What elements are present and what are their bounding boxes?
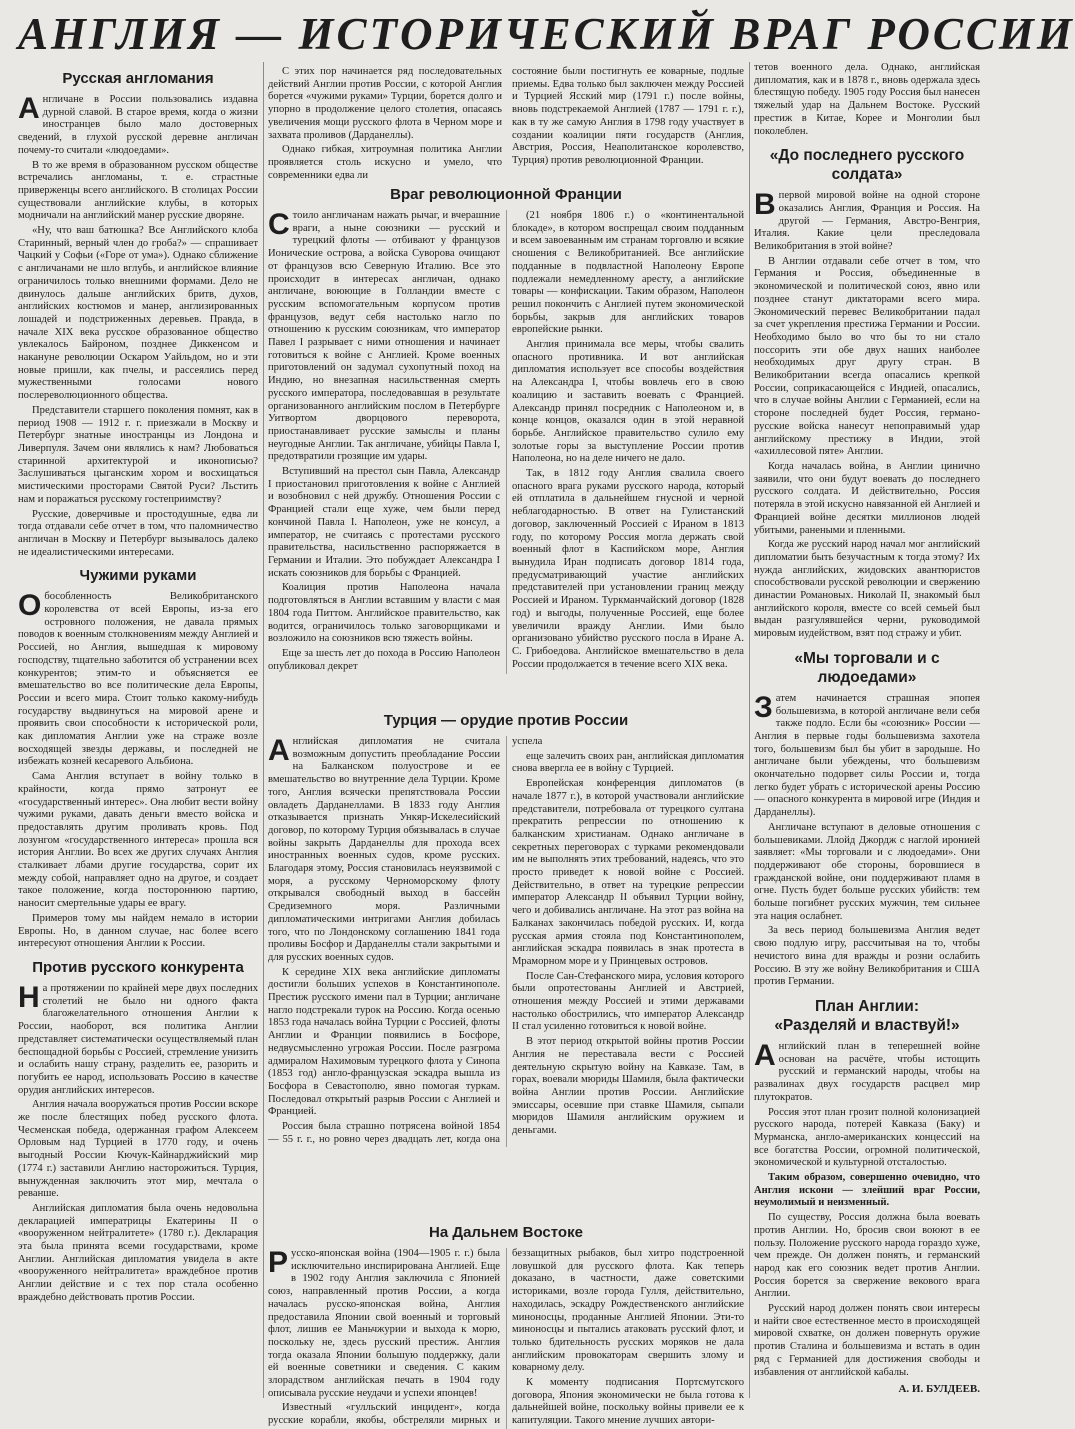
article-paragraph: Еще за шесть лет до похода в Россию Наполеон опубликовал декрет [268, 647, 500, 672]
article-paragraph: Когда же русский народ начал мог английский дипломатии быть безучастным к тогда этому? Их нужда английских, жидовских авантюристов способствовали русской революции и свержению династии Романовых. Николай II, знакомый был английского короля, вместе со всей семьей был выдан разгулявшейся черни, руководимой мировым иудейством, взят под стражу и убит. [754, 539, 980, 640]
article-paragraph: Стоило англичанам нажать рычаг, и вчерашние враги, а ныне союзники — русский и турецкий флоты — отбивают у французов Ионические острова, а войска Суворова очищают от французов всю Северную Италию. Все это происходит в интересах англичан, однако англичане, воюющие в Голландии вместе с русским вспомогательным корпусом против французов, ведут себя настолько нагло по отношению к русским союзникам, что император Павел I разрывает с ними отношения и начинает готовиться к войне с Англией. Кроме военных приготовлений он задумал сухопутный поход на Индию, но внезапная насильственная смерть русского императора, последовавшая в результате организованного английским послом в Петербурге Уитвортом дворцового переворота, приостанавливает русские замыслы и планы неугодные Англии. Так англичане, убийцы Павла I, предотвратили грозящие им удары. [268, 208, 500, 463]
newspaper-page [18, 9, 1075, 1427]
drop-cap: З [754, 690, 773, 724]
article-paragraph: К моменту подписания Портсмутского договора, Япония экономически не была готова к дальнейшей войне, поскольку войны привели ее к капитуляции. Такого мнение лучших автори- [512, 1377, 744, 1427]
article-paragraph: В то же время в образованном русском обществе встречались англоманы, т. е. страстные приверженцы всего английского. В столицах России существовали английские клубы, в которых модничали на английский манер русские дворяне. [18, 159, 258, 222]
author-signature: А. И. БУЛДЕЕВ. [898, 1383, 980, 1396]
article-paragraph: Известный «гулльский инцидент», когда русские корабли, якобы, обстреляли мирных и беззащитных рыбаков, был хитро подстроенной ловушкой для русского флота. Как теперь доказано, в частности, даже советскими историками, возле города Гулля, действительно, находилась, эскадру Рождественского английские миноносцы, проданные Англией Японии. Эти-то миноносцы и пытались атаковать русский флот, и только бдительность русских моряков не дала английским провокаторам свершить злому и коварному делу. [268, 1248, 744, 1427]
article-paragraph: Затем начинается страшная эпопея большевизма, в которой англичане вели себя также подло. Если бы «союзник» России — Англия в первые годы большевизма захотела того, большевизм был бы убит в зародыше. Но англичане были убеждены, что большевизм окончательно подорвет силы России и, тогда легко будет убрать с исторической арены Россию — опасного конкурента в мировой игре (Индия и Дарданеллы). [754, 690, 980, 819]
section-heading-protiv-konkurenta: Против русского конкурента [32, 959, 244, 976]
article-paragraph: Англичане в России пользовались издавна дурной славой. В старое время, когда о жизни иностранцев было мало достоверных сведений, в глухой русской деревне англичан почему-то считали «людоедами». [18, 92, 258, 156]
section-heading-plan-anglii: План Англии: [815, 998, 919, 1015]
section-vrag-francii [268, 184, 744, 704]
drop-cap: А [754, 1039, 776, 1072]
article-paragraph: Представители старшего поколения помнят, как в период 1908 — 1912 г. г. приезжали в Москву и Петербург знатные иностранцы из Лондона и Ливерпуля. Зачем они являлись к нам? Любоваться старинной архитектурой и иконописью? Заслушиваться цыганским хором и восхищаться мистическими просторами Святой Руси? Льстить нам и поражаться русскому гостеприимству? [18, 404, 258, 505]
drop-cap: А [18, 92, 40, 125]
article-paragraph: Русский народ должен понять свои интересы и найти свое естественное место в происходящей мировой схватке, он должен повернуть оружие против Сталина и большевизма и встать в один ряд с Германией для достижения свободы и избавления от английской кабалы. [754, 1303, 980, 1378]
drop-cap: А [268, 734, 290, 767]
article-paragraph: «Ну, что ваш батюшка? Все Английского клоба Старинный, верный член до гроба?» — спрашивает Чацкий у Софьи («Горе от ума»). Однако сближение с англичанами не шло вглубь, и английское влияние ограничилось только внешними формами. Дело не двинулось дальше английских бритв, духов, английских костюмов и манер, англизированных лошадей и подстриженных деревьев. Правда, в начале XIX века русское образованное общество увлекалось Байроном, позднее Диккенсом и накануне революции Оскаром Уайльдом, но и эти новые пришли, как пчелы, и рассеялись перед мужественными голосами нового послереволюционного общества. [18, 225, 258, 402]
article-paragraph: Сама Англия вступает в войну только в крайности, когда прямо затронут ее «государственный интерес». Она любит вести войну чужими руками, давать деньги вместо войска и предоставлять другим проливать кровь. Под лозунгом «государственного интереса» прошла вся история Англии. Во всех же других случаях Англия сталкивает лбами другие государства, сорит их между собой, направляет одно на другое, и создает такое положение, когда постороннюю партию, наносит смертельные удары ее врагу. [18, 771, 258, 910]
article-paragraph: Россия этот план грозит полной колонизацией русского народа, потерей Кавказа (Баку) и Мурманска, англо-американских концессий на все богатства России, огромной политической, экономической и культурной отсталостью. [754, 1106, 980, 1169]
article-paragraph: Примеров тому мы найдем немало в истории Европы. Но, в данном случае, нас более всего интересуют отношения Англии к России. [18, 912, 258, 950]
article-paragraph: Англия начала вооружаться против России вскоре же после блестящих побед русского флота. Чесменская победа, одержанная графом Алексеем Орловым над Турцией в 1770 году, и очень выгодный России Кючук-Кайнарджийский мир (1774 г.) заставили Англию насторожиться. Турция, вынужденная заключить этот мир, мечтала о реванше. [18, 1099, 258, 1200]
article-paragraph: За весь период большевизма Англия ведет свою подлую игру, рассчитывая на то, чтобы нечистого вина для вражды и розни ослабить Россию. В эту же войну Великобритания и США против Германии. [754, 925, 980, 988]
article-paragraph: Английская дипломатия не считала возможным допустить преобладание России на Балканском полуострове и ее вмешательство во внутренние дела Турции. Кроме того, Англия всячески препятствовала России овладеть Дарданеллами. В 1833 году Англия отказывается признать Ункяр-Искелесийский договор, по которому Турция обязывалась в случае войны закрыть Дарданеллы для прохода всех иностранных военных судов, кроме русских. Благодаря этому, Россия становилась неуязвимой с моря, а русскому Черноморскому флоту открывался свободный выход в бассейн Средиземного моря. Различными дипломатическими интригами Англия добилась того, что по Лондонскому соглашению 1841 года проливы Босфор и Дарданеллы стали закрытыми и для русских военных судов. [268, 734, 500, 963]
article-paragraph: тетов военного дела. Однако, английская дипломатия, как и в 1878 г., вновь одержала здесь блестящую победу. 1905 году Россия был нанесен тяжелый удар на Дальнем Востоке. Русский престиж в Китае, Корее и Монголии был поколеблен. [754, 62, 980, 137]
article-paragraph: После Сан-Стефанского мира, условия которого были опротестованы Англией и Австрией, отношения между Россией и этими державами настолько обострились, что император Александр II стал усиленно готовиться к новой войне. [512, 970, 744, 1033]
page-title: АНГЛИЯ — ИСТОРИЧЕСКИЙ ВРАГ РОССИИ [18, 9, 1075, 59]
article-paragraph: состояние были постигнуть ее коварные, подлые приемы. Едва только был заключен между Россией и Турцией Ясский мир (1791 г.) после войны, вновь подстрекаемой Англией (1787 — 1791 г. г.), как в ту же самую Англия в 1798 году участвует в создании коалиции пяти государств (Англия, Австрия, Россия, Неаполитанское королевство, Турция) против революционной Франции. [512, 66, 744, 166]
section-heading-russkaya-anglomaniya: Русская англомания [62, 70, 214, 87]
drop-cap: С [268, 208, 290, 241]
article-continuation [268, 66, 502, 184]
article-paragraph: Так, в 1812 году Англия свалила своего опасного врага руками русского народа, который ей отплатила в дальнейшем гнусной и черной неблагодарностью. В ответ на Гулистанский договор, заключенный Россией с Ираном в 1813 году, по которому Россия могла держать свой военный флот в Каспийском море, Англия вынудила Иран подписать договор 1814 года, предусматривающий участие английских представителей при установлении границ между Россией и Ираном. Туркманчайский договор (1828 год) и выгоды, полученные Россией, еще более увеличили вражду Англии. Ими было организовано убийство русского посла в Иране А. С. Грибоедова. Английское вмешательство в дела России продолжается в течение всего XIX века. [512, 468, 744, 670]
article-paragraph: Русско-японская война (1904—1905 г. г.) была исключительно инспирирована Англией. Еще в 1902 году Англия заключила с Японией союз, направленный против России, а когда началась русско-японская война, Англия предоставила Японии свой военный и торговый флот, лишив ее Маньчжурии и выхода к морю, поскольку не, здесь русский престиж. Англия тогда оказала Японии большую поддержку, дали ей военные советники и сведения. С каким злорадством английская печать в 1904 году описывала русские неудачи и успехи японцев! [268, 1246, 500, 1399]
two-column-text [268, 210, 744, 674]
article-paragraph: Россия была страшно потрясена войной 1854 — 55 г. г., но ровно через двадцать лет, когда она успела [268, 736, 543, 1145]
article-paragraph: В этот период открытой войны против России Англия не переставала вести с Россией деятельную скрытую войну на Кавказе. Там, в горах, воевали мюриды Шамиля, была фактически война Англии против России. Английские эмиссары, осевшие при ставке Шамиля, сыпали мюридов Шамиля английским оружием и деньгами. [512, 1036, 744, 1137]
section-heading-my-torgovali: «Мы торговали и с людоедами» [794, 649, 940, 686]
section-heading-dalniy-vostok: На Дальнем Востоке [429, 1224, 583, 1241]
two-column-text [268, 1248, 744, 1429]
column-rule [263, 62, 264, 1398]
drop-cap: О [18, 589, 42, 623]
article-continuation [512, 66, 744, 184]
article-paragraph: Вступивший на престол сын Павла, Александр I приостановил приготовления к войне с Англией и возобновил с ней дружбу. Отношения России с Францией стали еще хуже, чем были перед кончиной Павла I. Наполеон, уже не консул, а император, не считаясь с протестами русского правительства, насильственно распоряжается в Германии и Италии. Это побуждает Александра I искать союзников для борьбы с Францией. [268, 466, 500, 579]
column-1 [18, 62, 258, 1402]
article-paragraph: (21 ноября 1806 г.) о «континентальной блокаде», в котором воспрещал своим подданным и всем завоеванным им странам торговлю и всякие сношения с Великобританией. Все английские подданные в подвластной Наполеону Европе подлежали немедленному аресту, а английские товары — конфискации. Таким образом, Наполеон решил покончить с Англией путем экономической борьбы, закрыв для английских товаров европейские рынки. [512, 210, 744, 336]
article-paragraph: Английский план в теперешней войне основан на расчёте, чтобы истощить русский и германский народы, чтобы на развалинах двух государств расцвел мир плутократов. [754, 1039, 980, 1103]
column-4 [754, 62, 980, 1402]
article-paragraph: Коалиция против Наполеона начала подготовляться в Англии вставшим у власти с мая 1804 года Питтом. Английское правительство, как водится, ограничилось только заговорщиками и возложило на союзников всю тяжесть войны. [268, 582, 500, 645]
section-heading-turciya: Турция — орудие против России [383, 712, 629, 729]
article-paragraph: Однако гибкая, хитроумная политика Англии проявляется столь искусно и умело, что современники едва ли [268, 144, 502, 181]
section-heading-chuzhimi-rukami: Чужими руками [79, 567, 197, 585]
article-paragraph: Европейская конференция дипломатов (в начале 1877 г.), в которой участвовали английские представители, потребовала от турецкого султана прекратить репрессии по отношению к балканским христианам. Однако англичане в секретных переговорах с турками рекомендовали им не выполнять этих требований, надеясь, что это просто приведет к новой войне с Россией. Действительно, в ответ на турецкие репрессии император Александр II объявил Турции войну, чего и добивались англичане. На этот раз война на Балканах закончилась победой русских. И, когда русская армия стояла под Константинополем, английская эскадра появилась в знак протеста в Мраморном море и у Принцевых островов. [512, 778, 744, 967]
article-paragraph: К середине XIX века английские дипломаты достигли больших успехов в Константинополе. Престиж русского имени пал в Турции; англичане нагло подстрекали турок на Россию. Когда осенью 1853 года началась война Турции с Россией, флоты Англии и Франции появились в Босфоре, недвусмысленно угрожая России. После разгрома адмиралом Нахимовым турецкого флота у Синопа (1853 год) англо-французская эскадра вышла из Босфора в Севастополю, явно помогая туркам. Последовал открытый разрыв России с Англией и Францией. [268, 966, 500, 1118]
article-paragraph-emphasis: Таким образом, совершенно очевидно, что Англия искони — злейший враг России, неумолимый и неизменный. [754, 1172, 980, 1209]
article-paragraph: Обособленность Великобританского королевства от всей Европы, из-за его островного положения, не давала прямых поводов к военным столкновениям между Англией и Россией, но Англия, вышедшая к мировому господству, тщательно заботится об устранении всех конкурентов; этим-то и объясняется ее вмешательство во все политические дела Европы, России и всего мира. Стоит только какому-нибудь государству выдвинуться на мировой арене и проявить свои способности к исторической роли, как дипломатия Англии уже на страже возле восходящей звезды державы, и последней не избежать козней кесаревого Альбиона. [18, 589, 258, 768]
article-paragraph: В Англии отдавали себе отчет в том, что Германия и Россия, объединенные в экономической и политической союз, явно или позднее станут диктаторами всего мира. Экономический перевес Великобритании падал за счет укрепления престижа Германии и России. Необходимо было во что бы то ни стало поссорить эти обе двух наших наиболее необходимых друг другу стран. В Великобритании всегда опасались крепкой России, соприкасающейся с Индией, опасались, что в случае войны Англии с Германией, если на стороне последней будет Россия, германо-русские войска нанесут непоправимый удар английскому престижу в Индии, этой «ахиллесовой пяте» Англии. [754, 255, 980, 458]
article-paragraph: Когда началась война, в Англии цинично заявили, что они будут воевать до последнего русского солдата. И действительно, Россия потеряла в этой искусно навязанной ей Англией и Францией войне десятки миллионов людей убитыми, ранеными и пленными. [754, 460, 980, 536]
drop-cap: Н [18, 981, 40, 1014]
section-dalniy-vostok [268, 1216, 744, 1427]
article-paragraph: По существу, Россия должна была воевать против Англии. Но, бросив свои воюют в ее пользу. Положение русского народа гораздо хуже, чем прежде. Он должен понять, и германский народ как его союзник ведет против Англии. Россия борется за свержение векового врага Англии. [754, 1212, 980, 1300]
section-heading-do-poslednego-soldata: «До последнего русского солдата» [769, 147, 965, 184]
section-heading-vrag-francii: Враг революционной Франции [390, 186, 622, 203]
section-turciya [268, 704, 744, 1216]
article-paragraph: Русские, доверчивые и простодушные, едва ли тогда отдавали себе отчет в том, что паломничество англичан в Москву и Петербург вызывалось далеко не идеалистическими интересами. [18, 508, 258, 558]
column-rule [749, 62, 750, 1398]
article-paragraph: Англичане вступают в деловые отношения с большевиками. Ллойд Джордж с наглой иронией заявляет: «Мы торговали и с людоедами». Они поддерживают обе стороны, боровшиеся в гражданской войне, они поддерживают пламя в огне. Пусть будет больше русских убийств: тем больше погибнет русских мужчин, тем сильнее эта нация ослабнет. [754, 821, 980, 922]
drop-cap: Р [268, 1246, 289, 1279]
article-paragraph: На протяжении по крайней мере двух последних столетий не было ни одного факта благожелательного отношения Англии к России, наоборот, вся политика Англии представляет систематически осуществляемый план беспощадной борьбы с Россией, стремление унизить и ослабить нашу страну, разделить ее, разорить и погубить ее народ, использовать Россию в качестве орудия английских интересов. [18, 981, 258, 1096]
two-column-text [268, 736, 744, 1147]
article-paragraph: Английская дипломатия была очень недовольна декларацией императрицы Екатерины II о «вооруженном нейтралитете» (1780 г.). Декларация эта была принята всеми государствами, кроме Англии. Английская дипломатия увидела в акте «вооруженного нейтралитета» враждебное против Англии действие и с тех пор стала особенно враждебно действовать против России. [18, 1202, 258, 1303]
section-subheading-razdelyay: «Разделяй и властвуй!» [774, 1017, 960, 1034]
drop-cap: В [754, 188, 776, 222]
article-paragraph: Впервой мировой войне на одной стороне оказались Англия, Франция и Россия. На другой — Германия, Австро-Венгрия, Италия. Какие цели преследовала Великобритания в этой войне? [754, 188, 980, 253]
article-paragraph: Англия принимала все меры, чтобы свалить опасного противника. И вот английская дипломатия использует все способы воздействия на Александра I, чтобы вовлечь его в свою коалицию и заставить воевать с Францией. Александр принял посредник с Наполеоном и, в конце концов, оказался один в этой неравной борьбе. Английское правительство сулило ему золотые горы за выступление России против Наполеона, но на деле ничего не дало. [512, 339, 744, 465]
article-paragraph: еще залечить своих ран, английская дипломатия снова ввергла ее в войну с Турцией. [512, 750, 744, 775]
article-paragraph: С этих пор начинается ряд последовательных действий Англии против России, с которой Англия борется «чужими руками» Турции, борется долго и упорно в продолжение целого столетия, опасаясь увеличения мощи русского флота в Черном море и захвата проливов (Дарданеллы). [268, 66, 502, 141]
